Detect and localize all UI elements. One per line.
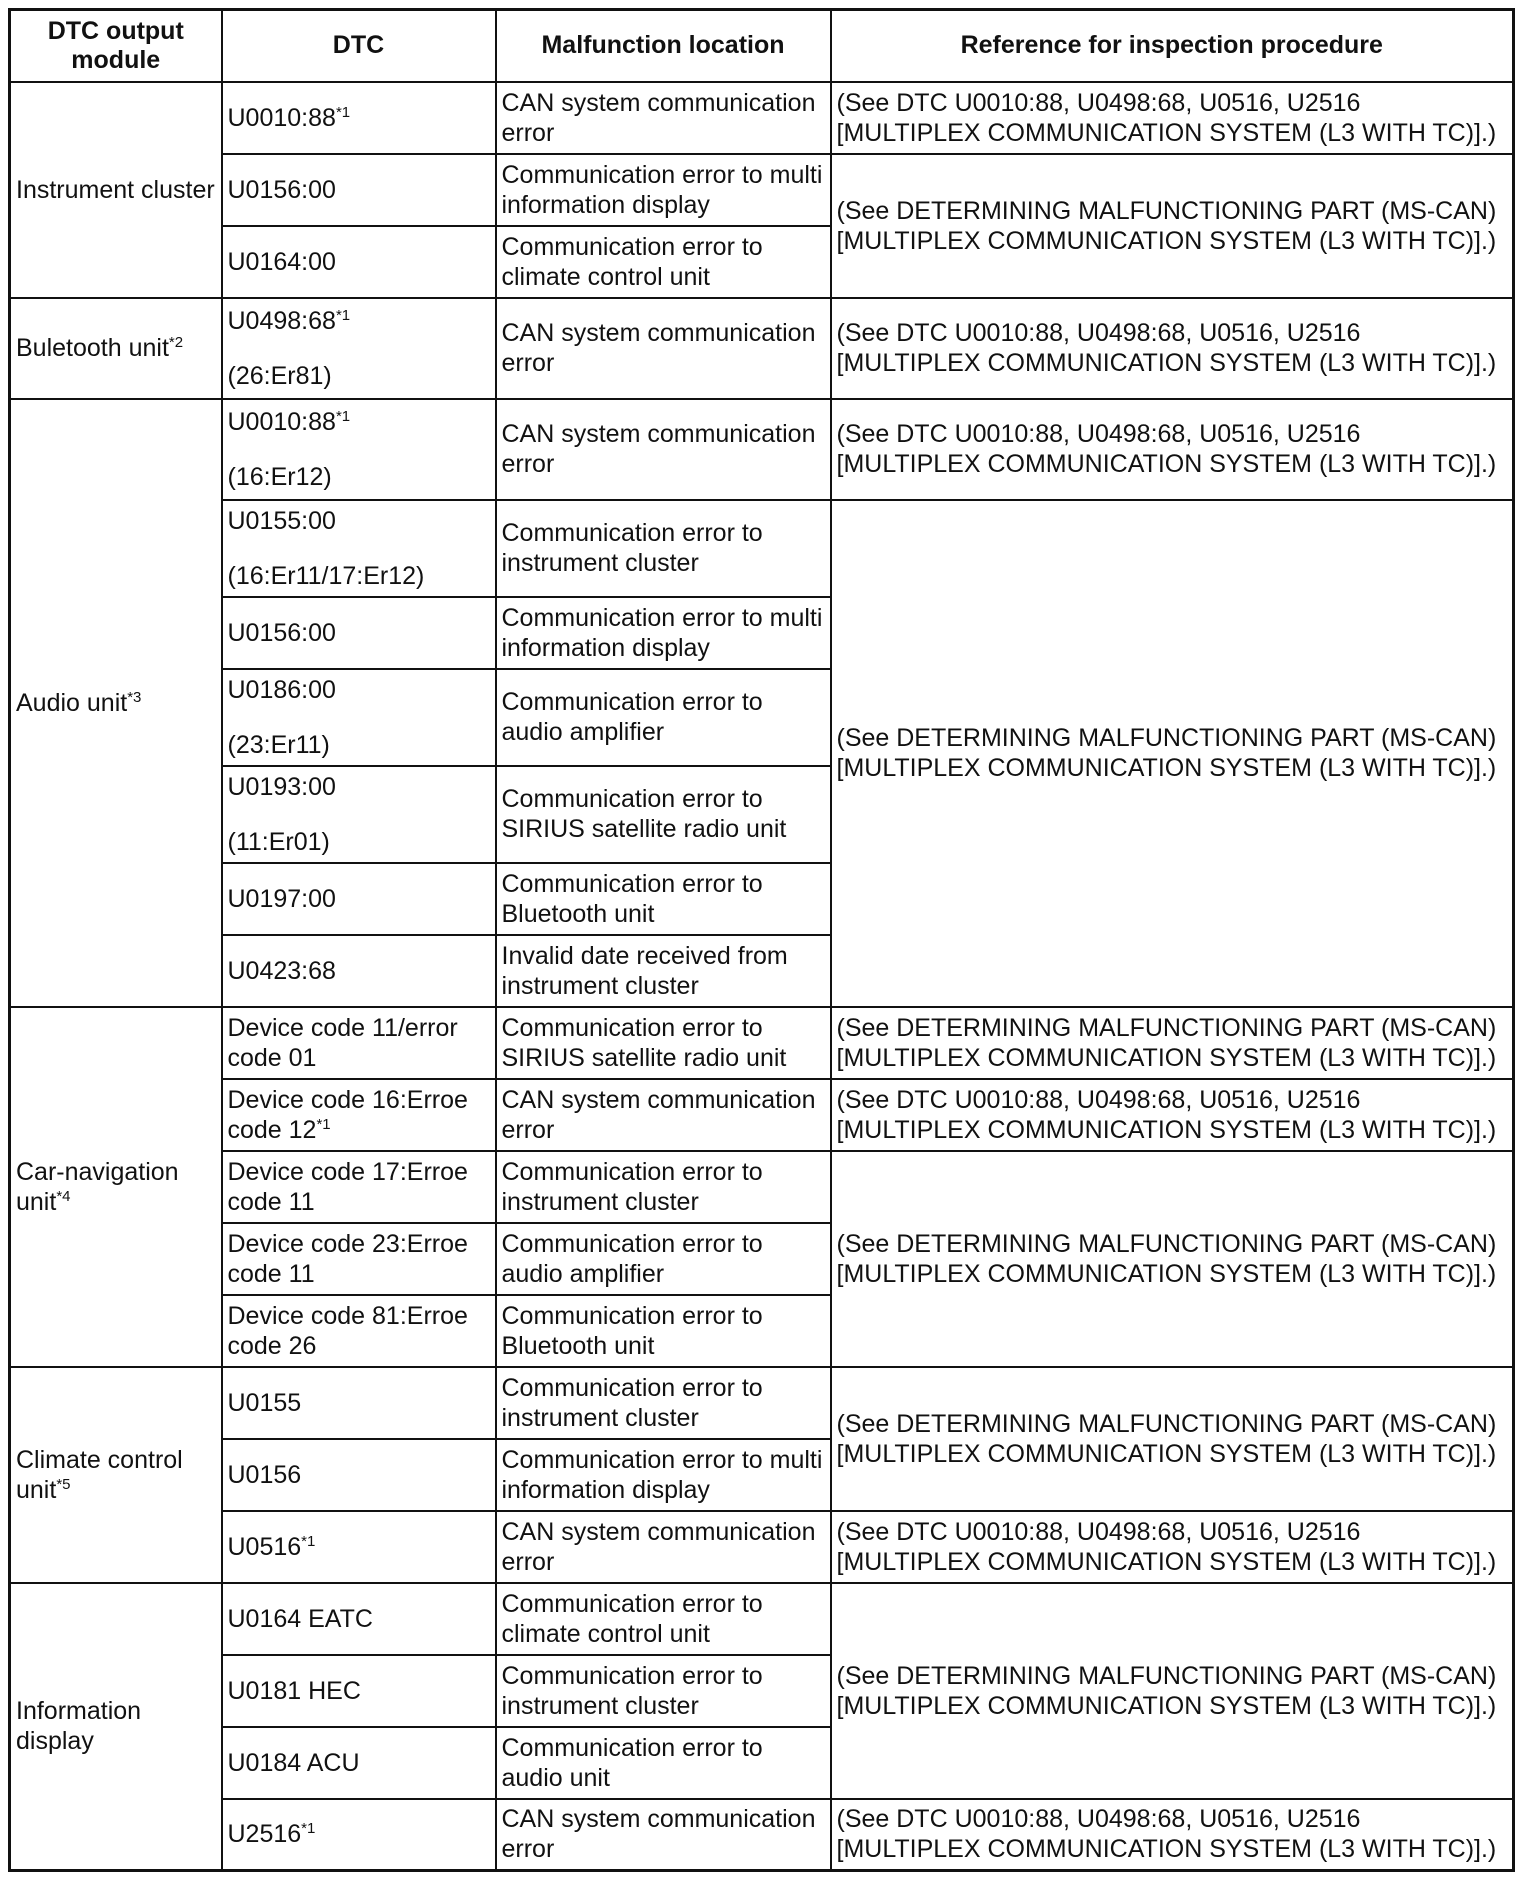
- dtc-code: Device code 23:Erroe code 11: [227, 1229, 468, 1288]
- reference-cell: [831, 1367, 1514, 1511]
- reference-line-2: [MULTIPLEX COMMUNICATION SYSTEM (L3 WITH TC)].): [836, 226, 1497, 255]
- dtc-sub: (26:Er81): [227, 361, 332, 390]
- dtc-code: U0186:00: [227, 675, 336, 704]
- header-row: [10, 10, 1514, 82]
- dtc-note: *1: [301, 1532, 316, 1550]
- reference-line-2: [MULTIPLEX COMMUNICATION SYSTEM (L3 WITH TC)].): [836, 1835, 1497, 1864]
- reference-line-1: (See DETERMINING MALFUNCTIONING PART (MS-CAN): [836, 1409, 1497, 1438]
- location-cell: Communication error to SIRIUS satellite radio unit: [496, 766, 831, 863]
- dtc-note: *1: [335, 306, 351, 324]
- reference-line-2: [MULTIPLEX COMMUNICATION SYSTEM (L3 WITH TC)].): [836, 1547, 1497, 1576]
- location-cell: CAN system communication error: [496, 82, 831, 154]
- dtc-code: U0156:00: [227, 175, 336, 204]
- location-cell: CAN system communication error: [496, 399, 831, 500]
- location-cell: Communication error to climate control unit: [496, 1583, 831, 1655]
- dtc-code: U0010:88: [227, 103, 336, 132]
- table-row: [10, 1583, 1514, 1655]
- module-cell: [10, 1007, 222, 1367]
- dtc-code: U0156:00: [227, 618, 336, 647]
- reference-line-2: [MULTIPLEX COMMUNICATION SYSTEM (L3 WITH TC)].): [836, 1259, 1497, 1288]
- reference-line-1: (See DTC U0010:88, U0498:68, U0516, U2516: [836, 1085, 1361, 1114]
- dtc-sub: (16:Er12): [227, 462, 332, 491]
- reference-line-2: [MULTIPLEX COMMUNICATION SYSTEM (L3 WITH TC)].): [836, 450, 1497, 478]
- reference-cell: [831, 1079, 1514, 1151]
- dtc-cell: [222, 1007, 496, 1079]
- location-cell: Communication error to Bluetooth unit: [496, 1295, 831, 1367]
- reference-cell: [831, 298, 1514, 399]
- dtc-cell: [222, 1439, 496, 1511]
- dtc-cell: [222, 669, 496, 766]
- module-cell: [10, 1583, 222, 1871]
- reference-line-1: (See DETERMINING MALFUNCTIONING PART (MS-CAN): [836, 724, 1497, 752]
- reference-line-2: [MULTIPLEX COMMUNICATION SYSTEM (L3 WITH TC)].): [836, 118, 1497, 147]
- module-note: *2: [168, 334, 184, 351]
- table-row: [10, 1151, 1514, 1223]
- dtc-note: *1: [316, 1115, 331, 1133]
- dtc-code: U0181 HEC: [227, 1676, 361, 1705]
- location-cell: Communication error to Bluetooth unit: [496, 863, 831, 935]
- dtc-code: Device code 11/error code 01: [227, 1013, 458, 1072]
- module-cell: [10, 1367, 222, 1583]
- dtc-cell: [222, 935, 496, 1007]
- dtc-code: U0193:00: [227, 772, 336, 801]
- dtc-code: U0155:00: [227, 506, 336, 535]
- dtc-cell: [222, 766, 496, 863]
- location-cell: Communication error to instrument cluster: [496, 1655, 831, 1727]
- location-cell: Communication error to SIRIUS satellite radio unit: [496, 1007, 831, 1079]
- dtc-cell: [222, 399, 496, 500]
- reference-cell: [831, 500, 1514, 1007]
- reference-line-1: (See DTC U0010:88, U0498:68, U0516, U2516: [836, 1805, 1361, 1834]
- dtc-cell: [222, 82, 496, 154]
- dtc-cell: [222, 500, 496, 597]
- location-cell: CAN system communication error: [496, 298, 831, 399]
- dtc-code: Device code 16:Erroe code 12: [227, 1085, 468, 1144]
- module-name: Audio unit: [16, 688, 128, 717]
- reference-line-1: (See DETERMINING MALFUNCTIONING PART (MS-CAN): [836, 1013, 1497, 1042]
- dtc-code: Device code 81:Erroe code 26: [227, 1301, 468, 1360]
- dtc-note: *1: [335, 103, 351, 121]
- reference-line-2: [MULTIPLEX COMMUNICATION SYSTEM (L3 WITH TC)].): [836, 754, 1497, 782]
- dtc-cell: [222, 1799, 496, 1871]
- location-cell: Communication error to instrument cluster: [496, 500, 831, 597]
- location-cell: Communication error to multi information display: [496, 1439, 831, 1511]
- table-row: [10, 1367, 1514, 1439]
- location-cell: Communication error to audio unit: [496, 1727, 831, 1799]
- table-row: [10, 1079, 1514, 1151]
- reference-line-1: (See DETERMINING MALFUNCTIONING PART (MS-CAN): [836, 1229, 1497, 1258]
- dtc-sub: (23:Er11): [227, 730, 330, 759]
- reference-cell: [831, 1511, 1514, 1583]
- reference-line-1: (See DTC U0010:88, U0498:68, U0516, U2516: [836, 88, 1361, 117]
- location-cell: Communication error to multi information display: [496, 154, 831, 226]
- dtc-code: U0516: [227, 1532, 302, 1561]
- dtc-note: *1: [301, 1820, 316, 1838]
- dtc-cell: [222, 298, 496, 399]
- dtc-code: U0164 EATC: [227, 1604, 373, 1633]
- module-cell: [10, 82, 222, 298]
- dtc-cell: [222, 1655, 496, 1727]
- dtc-code: U0184 ACU: [227, 1748, 360, 1777]
- reference-line-1: (See DETERMINING MALFUNCTIONING PART (MS-CAN): [836, 196, 1497, 225]
- table-row: [10, 500, 1514, 597]
- location-cell: Communication error to multi information display: [496, 597, 831, 669]
- header-dtc: DTC: [222, 10, 496, 82]
- location-cell: Communication error to climate control unit: [496, 226, 831, 298]
- table-row: [10, 298, 1514, 399]
- module-cell: [10, 399, 222, 1007]
- reference-line-1: (See DETERMINING MALFUNCTIONING PART (MS-CAN): [836, 1661, 1497, 1690]
- dtc-code: U2516: [227, 1820, 302, 1849]
- reference-line-2: [MULTIPLEX COMMUNICATION SYSTEM (L3 WITH TC)].): [836, 1691, 1497, 1720]
- dtc-cell: [222, 1079, 496, 1151]
- reference-cell: [831, 82, 1514, 154]
- dtc-code: U0197:00: [227, 884, 336, 913]
- table-row: [10, 82, 1514, 154]
- dtc-cell: [222, 1511, 496, 1583]
- dtc-note: *1: [335, 407, 351, 425]
- reference-line-1: (See DTC U0010:88, U0498:68, U0516, U2516: [836, 420, 1361, 448]
- reference-line-2: [MULTIPLEX COMMUNICATION SYSTEM (L3 WITH TC)].): [836, 1115, 1497, 1144]
- table-row: [10, 154, 1514, 226]
- reference-cell: [831, 1799, 1514, 1871]
- header-location: Malfunction location: [496, 10, 831, 82]
- location-cell: CAN system communication error: [496, 1079, 831, 1151]
- module-name: Buletooth unit: [16, 334, 169, 362]
- dtc-code: U0164:00: [227, 247, 336, 276]
- module-name: Instrument cluster: [16, 175, 215, 204]
- reference-cell: [831, 1583, 1514, 1799]
- reference-cell: [831, 1151, 1514, 1367]
- table-row: [10, 1007, 1514, 1079]
- dtc-cell: [222, 154, 496, 226]
- location-cell: CAN system communication error: [496, 1511, 831, 1583]
- header-module: DTC output module: [10, 10, 222, 82]
- dtc-cell: [222, 597, 496, 669]
- module-name: Car-navigation unit: [16, 1157, 179, 1216]
- module-cell: [10, 298, 222, 399]
- reference-line-1: (See DTC U0010:88, U0498:68, U0516, U2516: [836, 319, 1361, 347]
- header-reference: Reference for inspection procedure: [831, 10, 1514, 82]
- dtc-code: U0010:88: [227, 407, 336, 436]
- location-cell: Communication error to audio amplifier: [496, 669, 831, 766]
- reference-line-1: (See DTC U0010:88, U0498:68, U0516, U2516: [836, 1517, 1361, 1546]
- dtc-code: U0155: [227, 1388, 302, 1417]
- module-name: Information display: [16, 1697, 142, 1756]
- dtc-sub: (16:Er11/17:Er12): [227, 561, 425, 590]
- reference-cell: [831, 1007, 1514, 1079]
- location-cell: Communication error to instrument cluster: [496, 1151, 831, 1223]
- location-cell: CAN system communication error: [496, 1799, 831, 1871]
- table-row: [10, 1511, 1514, 1583]
- dtc-sub: (11:Er01): [227, 827, 330, 856]
- reference-cell: [831, 154, 1514, 298]
- dtc-code: U0423:68: [227, 956, 336, 985]
- dtc-cell: [222, 1583, 496, 1655]
- dtc-cell: [222, 1367, 496, 1439]
- dtc-cell: [222, 1295, 496, 1367]
- dtc-cell: [222, 863, 496, 935]
- dtc-code: U0156: [227, 1460, 302, 1489]
- dtc-cell: [222, 1727, 496, 1799]
- reference-line-2: [MULTIPLEX COMMUNICATION SYSTEM (L3 WITH TC)].): [836, 1043, 1497, 1072]
- reference-line-2: [MULTIPLEX COMMUNICATION SYSTEM (L3 WITH TC)].): [836, 349, 1497, 377]
- dtc-table: [8, 8, 1515, 1872]
- location-cell: Communication error to instrument cluster: [496, 1367, 831, 1439]
- module-note: *3: [127, 688, 142, 706]
- reference-line-2: [MULTIPLEX COMMUNICATION SYSTEM (L3 WITH TC)].): [836, 1439, 1497, 1468]
- dtc-code: Device code 17:Erroe code 11: [227, 1157, 468, 1216]
- module-note: *5: [56, 1475, 71, 1493]
- table-row: [10, 1799, 1514, 1871]
- module-name: Climate control unit: [16, 1445, 183, 1504]
- dtc-cell: [222, 226, 496, 298]
- reference-cell: [831, 399, 1514, 500]
- location-cell: Invalid date received from instrument cluster: [496, 935, 831, 1007]
- dtc-cell: [222, 1223, 496, 1295]
- table-row: [10, 399, 1514, 500]
- dtc-cell: [222, 1151, 496, 1223]
- location-cell: Communication error to audio amplifier: [496, 1223, 831, 1295]
- module-note: *4: [56, 1187, 71, 1205]
- dtc-code: U0498:68: [227, 306, 336, 335]
